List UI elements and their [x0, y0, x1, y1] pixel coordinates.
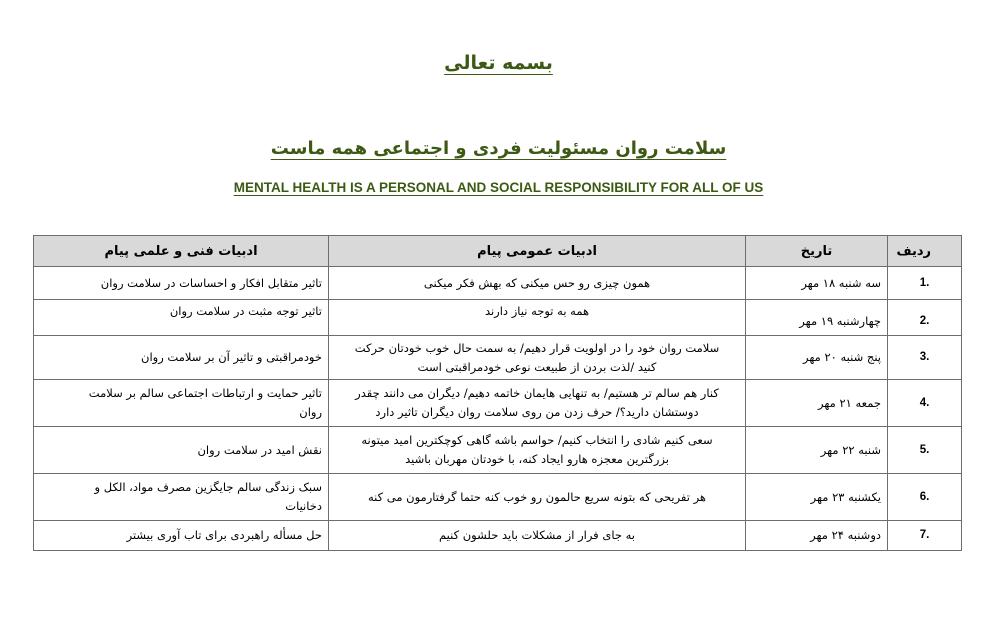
row-general-message [329, 336, 746, 380]
header-row-number: ردیف [888, 236, 962, 267]
technical-message-line: تاثیر توجه مثبت در سلامت روان [169, 304, 322, 318]
technical-message-line: تاثیر حمایت و ارتباطات اجتماعی سالم بر سلامت [88, 386, 322, 400]
general-message-line: کنار هم سالم تر هستیم/ به تنهایی هایمان خاتمه دهیم/ دیگران می دانند چقدر [355, 386, 719, 400]
row-date: جمعه ۲۱ مهر [746, 380, 888, 427]
row-technical-message [34, 267, 329, 300]
row-number: 2. [888, 300, 962, 336]
technical-message-line: حل مسأله راهبردی برای تاب آوری بیشتر [126, 528, 322, 542]
row-technical-message [34, 427, 329, 474]
general-message-line: سعی کنیم شادی را انتخاب کنیم/ حواسم باشه گاهی کوچکترین امید میتونه [361, 433, 713, 447]
row-technical-message [34, 474, 329, 521]
document-title-text: سلامت روان مسئولیت فردی و اجتماعی همه ماست [270, 138, 727, 159]
row-general-message [329, 267, 746, 300]
table-row [34, 380, 962, 427]
general-message-line: همون چیزی رو حس میکنی که بهش فکر میکنی [423, 275, 651, 290]
general-message-line: دوستشان دارید؟/ حرف زدن من روی سلامت روان دیگران تاثیر دارد [375, 405, 699, 419]
technical-message-line: سبک زندگی سالم جایگزین مصرف مواد، الکل و [94, 480, 322, 494]
row-number: 3. [888, 336, 962, 380]
table-row [34, 427, 962, 474]
row-number: 7. [888, 521, 962, 551]
row-technical-message [34, 380, 329, 427]
row-general-message [329, 380, 746, 427]
table-header-row [34, 236, 962, 267]
table-row [34, 336, 962, 380]
general-message-line: بزرگترین معجزه هارو ایجاد کنه، با خودتان مهربان باشید [405, 452, 669, 466]
technical-message-line: خودمراقبتی و تاثیر آن بر سلامت روان [141, 350, 322, 364]
document-title [0, 138, 997, 159]
row-technical-message [34, 521, 329, 551]
row-general-message [329, 474, 746, 521]
row-date: شنبه ۲۲ مهر [746, 427, 888, 474]
general-message-line: سلامت روان خود را در اولویت قرار دهیم/ به سمت حال خوب خودتان حرکت [354, 340, 720, 355]
row-number: 6. [888, 474, 962, 521]
row-technical-message [34, 336, 329, 380]
document-title-english [0, 180, 997, 195]
row-number: 4. [888, 380, 962, 427]
technical-message-line: نقش امید در سلامت روان [197, 442, 322, 457]
general-message-line: کنید /لذت بردن از طبیعت نوعی خودمراقبتی است [417, 359, 657, 374]
document-title-english-text: MENTAL HEALTH IS A PERSONAL AND SOCIAL RESPONSIBILITY FOR ALL OF US [233, 180, 764, 195]
heading-basmala-text: بسمه تعالی [444, 52, 553, 74]
row-general-message [329, 427, 746, 474]
message-schedule-table [33, 235, 962, 551]
table-row [34, 474, 962, 521]
general-message-line: همه به توجه نیاز دارند [484, 304, 590, 318]
row-date: یکشنبه ۲۳ مهر [746, 474, 888, 521]
technical-message-line: دخانیات [285, 499, 322, 513]
document-heading-basmala [0, 52, 997, 74]
row-general-message [329, 521, 746, 551]
technical-message-line: روان [299, 405, 322, 419]
row-date: سه شنبه ۱۸ مهر [746, 267, 888, 300]
table-row [34, 300, 962, 336]
header-general-message: ادبیات عمومی پیام [329, 236, 746, 267]
row-number: 1. [888, 267, 962, 300]
row-general-message [329, 300, 746, 336]
table-row [34, 267, 962, 300]
row-date: دوشنبه ۲۴ مهر [746, 521, 888, 551]
row-date: پنج شنبه ۲۰ مهر [746, 336, 888, 380]
row-date: چهارشنبه ۱۹ مهر [746, 300, 888, 336]
technical-message-line: تاثیر متقابل افکار و احساسات در سلامت روان [100, 275, 322, 290]
table-row [34, 521, 962, 551]
header-technical-message: ادبیات فنی و علمی پیام [34, 236, 329, 267]
general-message-line: هر تفریحی که بتونه سریع حالمون رو خوب کنه حتما گرفتارمون می کنه [368, 489, 706, 504]
row-number: 5. [888, 427, 962, 474]
general-message-line: به جای فرار از مشکلات باید حلشون کنیم [439, 528, 635, 542]
header-date: تاریخ [746, 236, 888, 267]
row-technical-message [34, 300, 329, 336]
